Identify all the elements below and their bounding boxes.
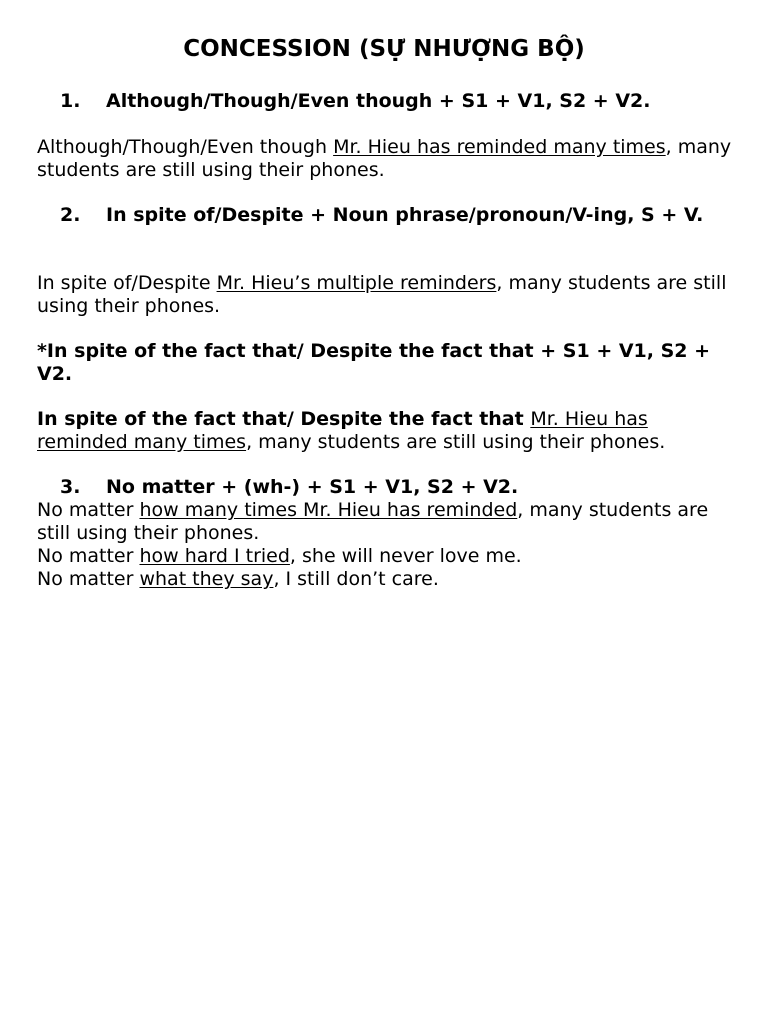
section-3-examples <box>37 499 737 591</box>
example-tail: , I still don’t care. <box>273 568 439 590</box>
section-3-example-2 <box>37 545 737 568</box>
example-lead: No matter <box>37 499 140 521</box>
example-lead: No matter <box>37 545 140 567</box>
example-tail: , many students are still using their phones. <box>246 431 666 453</box>
page-title: CONCESSION (SỰ NHƯỢNG BỘ) <box>183 36 585 62</box>
example-lead: In spite of/Despite <box>37 272 217 294</box>
section-2-note-example <box>37 408 737 454</box>
section-heading-text: Although/Though/Even though + S1 + V1, S2 + V2. <box>106 90 651 112</box>
section-number: 3. <box>60 476 81 498</box>
example-underlined-clause: how many times Mr. Hieu has reminded <box>139 499 518 521</box>
section-number: 1. <box>60 90 81 112</box>
example-tail: , she will never love me. <box>289 545 522 567</box>
example-lead: In spite of the fact that/ Despite the fact that <box>37 408 531 430</box>
example-tail: , many students are still using their phones. <box>37 499 709 544</box>
section-3-example-3 <box>37 568 737 591</box>
example-tail: , many students are still using their phones. <box>37 272 727 317</box>
example-underlined-clause: Mr. Hieu’s multiple reminders <box>216 272 497 294</box>
section-number: 2. <box>60 204 81 226</box>
example-underlined-clause: Mr. Hieu has reminded many times <box>333 136 666 158</box>
section-2-note: *In spite of the fact that/ Despite the fact that + S1 + V1, S2 + V2. <box>37 340 711 385</box>
section-2-heading <box>37 204 737 227</box>
section-3-heading <box>37 476 737 499</box>
example-underlined-clause: Mr. Hieu has reminded many times <box>37 408 648 453</box>
example-tail: , many students are still using their phones. <box>37 136 732 181</box>
section-heading-text: No matter + (wh-) + S1 + V1, S2 + V2. <box>106 476 519 498</box>
section-1-example <box>37 136 737 182</box>
example-lead: Although/Though/Even though <box>37 136 334 158</box>
example-lead: No matter <box>37 568 140 590</box>
section-1-heading <box>37 90 737 113</box>
section-2-example <box>37 272 737 318</box>
section-heading-text: In spite of/Despite + Noun phrase/pronoun/V-ing, S + V. <box>106 204 704 226</box>
example-underlined-clause: how hard I tried <box>139 545 290 567</box>
example-underlined-clause: what they say <box>139 568 274 590</box>
section-3-example-1 <box>37 499 737 545</box>
